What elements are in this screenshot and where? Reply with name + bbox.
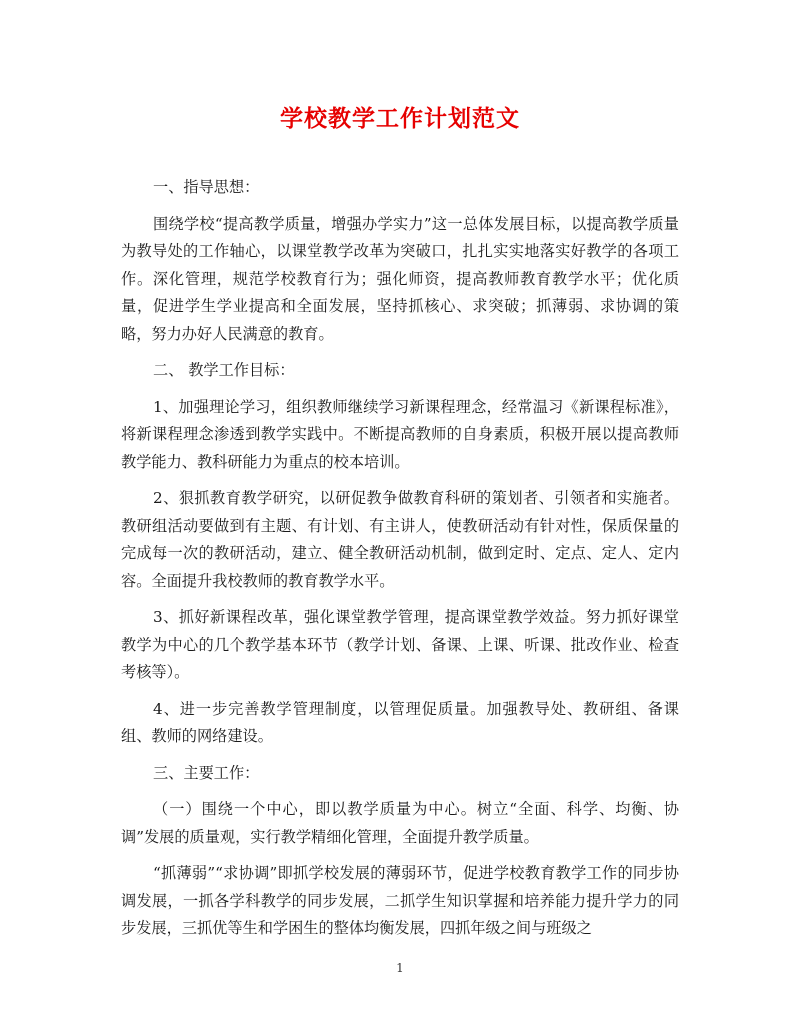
section-heading-guiding-thought: 一、指导思想：	[153, 178, 260, 196]
paragraph-goal-2: 2、狠抓教育教学研究，以研促教争做教育科研的策划者、引领者和实施者。教研组活动要做到有主题、有计划、有主讲人，使教研活动有针对性，保质保量的完成每一次的教研活动，建立、健全教研活动机制，做到定时、定点、定人、定内容。全面提升我校教师的教育教学水平。	[121, 489, 679, 590]
page-number: 1	[396, 961, 404, 975]
paragraph-guiding-thought: 围绕学校“提高教学质量，增强办学实力”这一总体发展目标，以提高教学质量为教导处的工作轴心，以课堂教学改革为突破口，扎扎实实地落实好教学的各项工作。深化管理，规范学校教育行为；强化师资，提高教师教育教学水平；优化质量，促进学生学业提高和全面发展，坚持抓核心、求突破；抓薄弱、求协调的策略，努力办好人民满意的教育。	[121, 214, 679, 343]
document-body	[121, 174, 679, 943]
paragraph-goal-1: 1、加强理论学习，组织教师继续学习新课程理念，经常温习《新课程标准》，将新课程理念渗透到教学实践中。不断提高教师的自身素质，积极开展以提高教师教学能力、教科研能力为重点的校本培训。	[121, 397, 679, 471]
paragraph-work-1: （一）围绕一个中心，即以教学质量为中心。树立“全面、科学、均衡、协调”发展的质量观，实行教学精细化管理，全面提升教学质量。	[121, 800, 679, 846]
section-heading-teaching-goals: 二、 教学工作目标：	[153, 361, 295, 379]
paragraph-goal-4: 4、进一步完善教学管理制度，以管理促质量。加强教导处、教研组、备课组、教师的网络建设。	[121, 699, 679, 745]
section-heading-main-work: 三、主要工作：	[153, 763, 260, 782]
document-title: 学校教学工作计划范文	[280, 105, 520, 132]
paragraph-work-2: “抓薄弱”“求协调”即抓学校发展的薄弱环节，促进学校教育教学工作的同步协调发展，一抓各学科教学的同步发展，二抓学生知识掌握和培养能力提升学力的同步发展，三抓优等生和学困生的整体均衡发展，四抓年级之间与班级之	[121, 864, 679, 937]
paragraph-goal-3: 3、抓好新课程改革，强化课堂教学管理，提高课堂教学效益。努力抓好课堂教学为中心的几个教学基本环节（教学计划、备课、上课、听课、批改作业、检查考核等）。	[121, 608, 679, 681]
